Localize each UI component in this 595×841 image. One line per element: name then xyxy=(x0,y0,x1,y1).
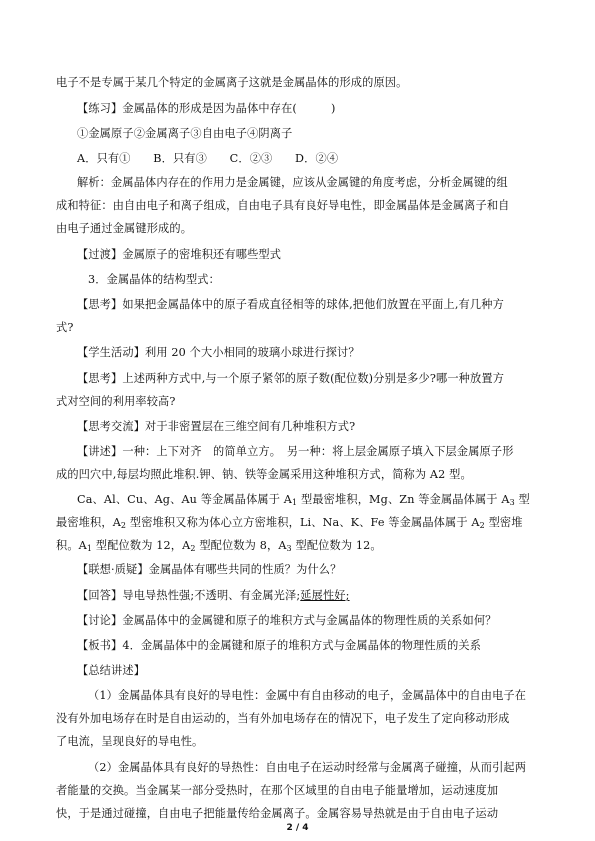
question-line: 【联想·质疑】金属晶体有哪些共同的性质？为什么？ xyxy=(77,563,342,576)
exercise-choices: A．只有① B．只有③ C．②③ D．②④ xyxy=(77,152,339,165)
summary-line: 了电流，呈现良好的导电性。 xyxy=(56,735,204,748)
section-heading: 3．金属晶体的结构型式： xyxy=(88,273,220,286)
text-run: Ca、Al、Cu、Ag、Au 等金属晶体属于 A xyxy=(77,493,293,506)
coordination-numbers-line xyxy=(56,539,540,556)
exercise-question: 【练习】金属晶体的形成是因为晶体中存在( ) xyxy=(77,102,336,115)
summary-line: （1）金属晶体具有良好的导电性：金属中有自由移动的电子，金属晶体中的自由电子在 xyxy=(88,689,527,702)
subscript: 1 xyxy=(86,544,93,553)
analysis-line: 解析：金属晶体内存在的作用力是金属键，应该从金属键的角度考虑，分析金属键的组 xyxy=(77,176,508,189)
think-line: 式? xyxy=(56,321,74,334)
think-line: 式对空间的利用率较高? xyxy=(56,395,176,408)
subscript: 1 xyxy=(292,498,298,507)
student-activity-line: 【学生活动】利用 20 个大小相同的玻璃小球进行探讨？ xyxy=(77,346,360,359)
subscript: 3 xyxy=(286,544,292,553)
lecture-line: 【讲述】一种：上下对齐 的简单立方。 另一种：将上层金属原子填入下层金属原子形 xyxy=(77,445,514,458)
think-exchange-line: 【思考交流】对于非密置层在三维空间有几种堆积方式? xyxy=(77,420,356,433)
text-run: 【回答】导电导热性强;不透明、有金属光泽; xyxy=(77,589,301,602)
transition-line: 【过渡】金属原子的密堆积还有哪些型式 xyxy=(77,248,282,261)
packing-types-line xyxy=(77,493,540,510)
underlined-text: 延展性好; xyxy=(300,589,350,602)
board-writing-line: 【板书】4．金属晶体中的金属键和原子的堆积方式与金属晶体的物理性质的关系 xyxy=(77,639,482,652)
subscript: 2 xyxy=(479,521,485,530)
text-run: 型密堆 xyxy=(484,516,523,529)
text-run: 型 xyxy=(514,493,530,506)
text-line: 电子不是专属于某几个特定的金属离子这就是金属晶体的形成的原因。 xyxy=(56,76,408,89)
text-run: 型配位数为 12，A xyxy=(92,539,191,552)
analysis-line: 由电子通过金属键形成的。 xyxy=(56,222,193,235)
lecture-line: 成的凹穴中,每层均照此堆积.钾、钠、铁等金属采用这种堆积方式，简称为 A2 型。 xyxy=(56,468,472,481)
answer-line xyxy=(77,589,540,603)
text-run: 型密堆积又称为体心立方密堆积，Li、Na、K、Fe 等金属晶体属于 A xyxy=(126,516,480,529)
think-line: 【思考】如果把金属晶体中的原子看成直径相等的球体,把他们放置在平面上,有几种方 xyxy=(77,298,504,311)
summary-line: 没有外加电场存在时是自由运动的，当有外加电场存在的情况下，电子发生了定向移动形成 xyxy=(56,712,510,725)
summary-heading: 【总结讲述】 xyxy=(77,664,146,677)
subscript: 2 xyxy=(120,521,127,530)
discussion-line: 【讨论】金属晶体中的金属键和原子的堆积方式与金属晶体的物理性质的关系如何？ xyxy=(77,614,497,627)
summary-line: 快，于是通过碰撞，自由电子把能量传给金属离子。金属容易导热就是由于自由电子运动 xyxy=(56,807,499,820)
summary-line: （2）金属晶体具有良好的导热性：自由电子在运动时经常与金属离子碰撞，从而引起两 xyxy=(88,761,527,774)
text-run: 型配位数为 12。 xyxy=(291,539,382,552)
summary-line: 者能量的交换。当金属某一部分受热时，在那个区域里的自由电子能量增加，运动速度加 xyxy=(56,784,499,797)
text-run: 型配位数为 8，A xyxy=(195,539,287,552)
text-run: 型最密堆积，Mg、Zn 等金属晶体属于 A xyxy=(297,493,510,506)
think-line: 【思考】上述两种方式中,与一个原子紧邻的原子数(配位数)分别是多少?哪一种放置方 xyxy=(77,372,505,385)
text-run: 最密堆积，A xyxy=(56,516,121,529)
subscript: 2 xyxy=(190,544,196,553)
packing-types-line xyxy=(56,516,540,533)
exercise-options-items: ①金属原子②金属离子③自由电子④阴离子 xyxy=(77,127,293,140)
page-number: 2 / 4 xyxy=(286,823,309,833)
subscript: 3 xyxy=(509,498,515,507)
text-run: 积。A xyxy=(56,539,87,552)
analysis-line: 成和特征：由自由电子和离子组成，自由电子具有良好导电性，即金属晶体是金属离子和自 xyxy=(56,199,510,212)
